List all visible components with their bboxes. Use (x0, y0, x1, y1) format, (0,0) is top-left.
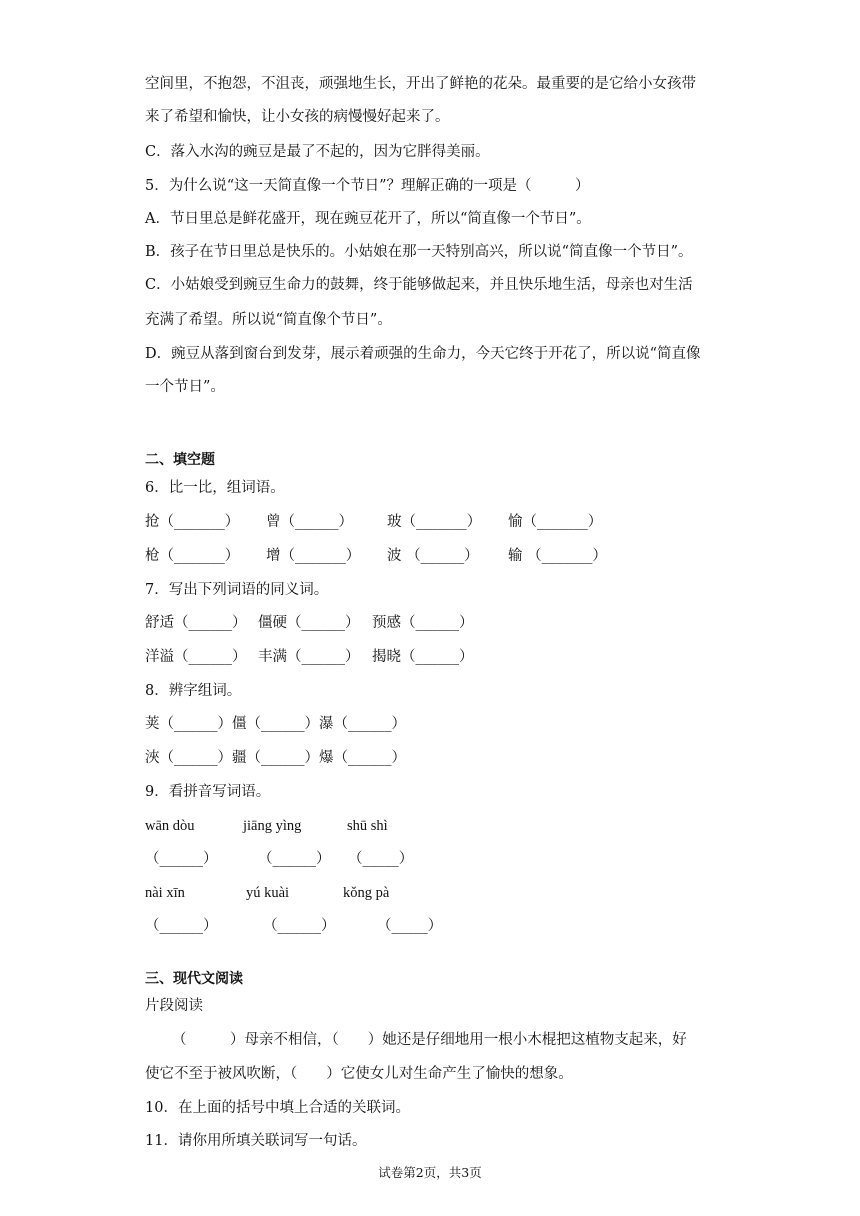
page-footer: 试卷第2页，共3页 (378, 1165, 482, 1180)
word-blank: 曾（______） (266, 514, 353, 530)
word-blank: 洋溢（______） (145, 649, 247, 665)
word-blank: （______） (145, 918, 218, 934)
question-7-stem: 7．写出下列词语的同义词。 (145, 582, 329, 598)
pinyin: jiāng yìng (243, 818, 302, 834)
word-blank: （_____） (377, 918, 443, 934)
word-blank: （_____） (348, 851, 414, 867)
word-blank: 波 （______） (387, 548, 479, 564)
question-8-stem: 8．辨字组词。 (145, 683, 242, 699)
question-11: 11．请你用所填关联词写一句话。 (145, 1133, 367, 1149)
option-a: A．节日里总是鲜花盛开，现在豌豆花开了，所以“简直像一个节日”。 (145, 211, 591, 227)
text-line: 空间里，不抱怨，不沮丧，顽强地生长，开出了鲜艳的花朵。最重要的是它给小女孩带 (145, 76, 696, 92)
word-blank: 丰满（______） (258, 649, 360, 665)
text-line: 来了希望和愉快，让小女孩的病慢慢好起来了。 (145, 109, 450, 125)
pinyin: wān dòu (145, 818, 195, 834)
question-6-stem: 6．比一比，组词语。 (145, 480, 285, 496)
word-blank: 舒适（______） (145, 615, 247, 631)
option-b: B．孩子在节日里总是快乐的。小姑娘在那一天特别高兴，所以说“简直像一个节日”。 (145, 244, 693, 260)
word-blank: 枪（_______） (145, 548, 240, 564)
word-blank: 增（_______） (266, 548, 361, 564)
pinyin: shū shì (347, 818, 388, 834)
word-blank: 预感（______） (372, 615, 474, 631)
section-3-title: 三、现代文阅读 (145, 971, 243, 987)
word-blank-row: 荚（______）僵（______）瀑（______） (145, 716, 406, 732)
option-d: D．豌豆从落到窗台到发芽，展示着顽强的生命力，今天它终于开花了，所以说“简直像 (145, 346, 701, 362)
word-blank: 揭晓（______） (372, 649, 474, 665)
word-blank-row: 浹（______）疆（______）爆（______） (145, 750, 406, 766)
word-blank: 玻（_______） (387, 514, 482, 530)
passage-subtitle: 片段阅读 (145, 998, 203, 1014)
option-c: C．小姑娘受到豌豆生命力的鼓舞，终于能够做起来，并且快乐地生活，母亲也对生活 (145, 277, 693, 293)
option-c-continued: 充满了希望。所以说“简直像个节日”。 (145, 312, 392, 328)
word-blank: （______） (258, 851, 331, 867)
option-d-continued: 一个节日”。 (145, 379, 225, 395)
passage-line: （ ）母亲不相信，（ ）她还是仔细地用一根小木棍把这植物支起来，好 (172, 1032, 687, 1048)
section-2-title: 二、填空题 (145, 452, 215, 468)
pinyin: nài xīn (145, 885, 185, 901)
question-9-stem: 9．看拼音写词语。 (145, 784, 271, 800)
pinyin: yú kuài (246, 885, 290, 901)
pinyin: kǒng pà (343, 885, 390, 901)
word-blank: （______） (145, 851, 218, 867)
word-blank: 愉（_______） (508, 514, 603, 530)
question-5-stem: 5．为什么说“这一天简直像一个节日”？理解正确的一项是（ ） (145, 178, 590, 194)
option-c: C．落入水沟的豌豆是最了不起的，因为它胖得美丽。 (145, 144, 490, 160)
question-10: 10．在上面的括号中填上合适的关联词。 (145, 1100, 410, 1116)
word-blank: （______） (263, 918, 336, 934)
passage-line: 使它不至于被风吹断，（ ）它使女儿对生命产生了愉快的想象。 (145, 1066, 573, 1082)
word-blank: 输 （_______） (508, 548, 607, 564)
word-blank: 僵硬（______） (258, 615, 360, 631)
word-blank: 抢（_______） (145, 514, 240, 530)
